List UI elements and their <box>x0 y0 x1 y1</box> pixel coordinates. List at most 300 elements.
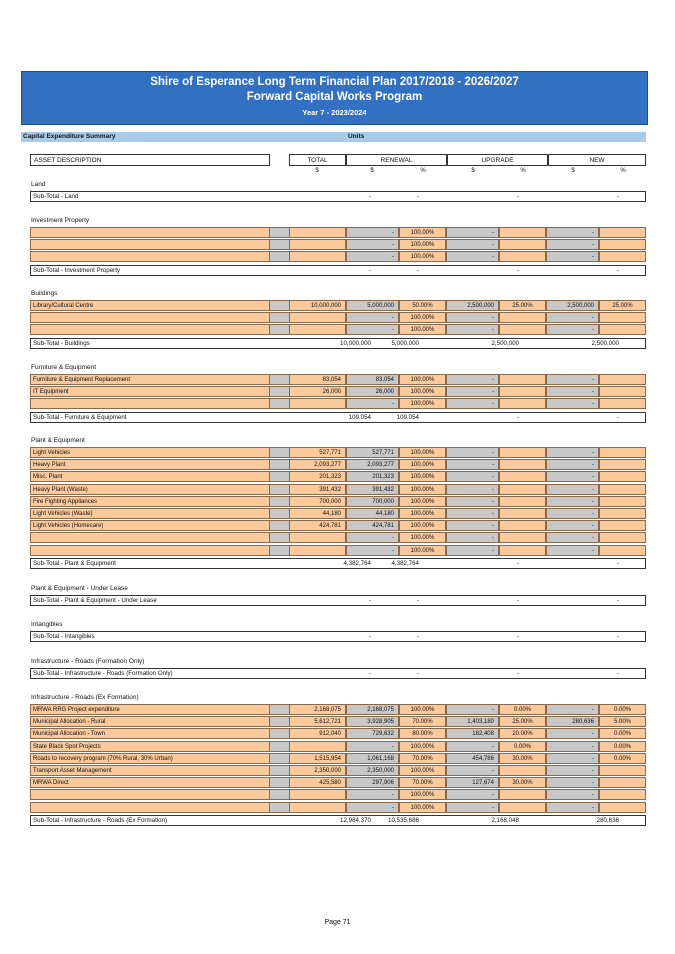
cell-ren: - <box>346 789 399 800</box>
cell-ren: - <box>346 251 399 262</box>
subtotal-upgrade: 2,168,048 <box>491 816 519 824</box>
row-spacer <box>270 471 289 482</box>
cell-new: - <box>546 520 599 531</box>
header-new: NEW <box>548 154 646 166</box>
subtotal-renewal: 5,000,000 <box>391 339 419 347</box>
cell-newp: 0.00% <box>599 741 646 752</box>
subtotal-new: - <box>616 193 619 200</box>
section-title: Plant & Equipment <box>31 437 85 444</box>
row-spacer <box>270 777 289 788</box>
cell-desc: MRWA Direct <box>30 777 270 788</box>
subtotal-upgrade: - <box>516 670 519 677</box>
cell-total: 201,323 <box>289 471 346 482</box>
row-spacer <box>270 398 289 409</box>
cell-newp <box>599 496 646 507</box>
cell-newp: 0.00% <box>599 704 646 715</box>
cell-new: - <box>546 484 599 495</box>
cell-upg: - <box>446 802 499 813</box>
cell-renp: 100.00% <box>399 704 446 715</box>
cell-desc: Heavy Plant <box>30 459 270 470</box>
cell-newp <box>599 520 646 531</box>
cell-desc <box>30 789 270 800</box>
subtotal-upgrade: - <box>516 413 519 421</box>
subtotal-row <box>30 412 646 423</box>
header-upgrade: UPGRADE <box>447 154 548 166</box>
subtotal-total: - <box>368 597 371 604</box>
cell-renp: 80.00% <box>399 728 446 739</box>
cell-newp <box>599 765 646 776</box>
cell-upgp: 25.00% <box>499 300 546 311</box>
row-spacer <box>270 765 289 776</box>
row-spacer <box>270 496 289 507</box>
cell-newp <box>599 324 646 335</box>
summary-bar <box>21 132 646 142</box>
cell-upgp <box>499 447 546 458</box>
cell-desc: Light Vehicles (Homecare) <box>30 520 270 531</box>
cell-newp: 0.00% <box>599 753 646 764</box>
cell-desc: State Black Spot Projects <box>30 741 270 752</box>
cell-renp: 100.00% <box>399 545 446 556</box>
cell-ren: 2,350,000 <box>346 765 399 776</box>
subtotal-total: - <box>368 193 371 200</box>
cell-total: 44,180 <box>289 508 346 519</box>
subtotal-label: Sub-Total - Buildings <box>33 339 90 347</box>
subtotal-label: Sub-Total - Furniture & Equipment <box>33 413 127 421</box>
cell-renp: 100.00% <box>399 447 446 458</box>
cell-newp: 0.00% <box>599 728 646 739</box>
cell-new: - <box>546 447 599 458</box>
cell-ren: 26,000 <box>346 386 399 397</box>
cell-desc <box>30 398 270 409</box>
cell-newp <box>599 484 646 495</box>
subtotal-label: Sub-Total - Investment Property <box>33 266 121 274</box>
cell-new: - <box>546 312 599 323</box>
cell-new: - <box>546 508 599 519</box>
row-spacer <box>270 802 289 813</box>
header-renewal: RENEWAL <box>346 154 447 166</box>
subtotal-total: - <box>368 633 371 640</box>
cell-ren: 3,928,905 <box>346 716 399 727</box>
cell-newp <box>599 508 646 519</box>
subtotal-row <box>30 191 646 202</box>
cell-renp: 100.00% <box>399 802 446 813</box>
cell-upgp: 0.00% <box>499 704 546 715</box>
cell-renp: 100.00% <box>399 239 446 250</box>
cell-new: - <box>546 324 599 335</box>
cell-total: 2,168,075 <box>289 704 346 715</box>
cell-total <box>289 802 346 813</box>
subtotal-renewal: 10,535,686 <box>388 816 419 824</box>
cell-ren: - <box>346 398 399 409</box>
cell-upgp <box>499 324 546 335</box>
cell-newp: 25.00% <box>599 300 646 311</box>
cell-desc: Light Vehicles <box>30 447 270 458</box>
row-spacer <box>270 227 289 238</box>
cell-new: - <box>546 398 599 409</box>
subtotal-new: 2,500,000 <box>591 339 619 347</box>
cell-renp: 100.00% <box>399 398 446 409</box>
cell-upg: - <box>446 741 499 752</box>
cell-upg: 2,500,000 <box>446 300 499 311</box>
cell-upg: - <box>446 520 499 531</box>
cell-newp <box>599 398 646 409</box>
cell-new: 280,636 <box>546 716 599 727</box>
row-spacer <box>270 741 289 752</box>
header-asset-description: ASSET DESCRIPTION <box>30 154 270 166</box>
subtotal-upgrade: - <box>516 633 519 640</box>
cell-renp: 70.00% <box>399 753 446 764</box>
cell-renp: 100.00% <box>399 484 446 495</box>
cell-total <box>289 545 346 556</box>
units-label: Units <box>348 133 365 140</box>
cell-ren: 729,632 <box>346 728 399 739</box>
row-spacer <box>270 239 289 250</box>
cell-newp <box>599 545 646 556</box>
cell-upgp <box>499 386 546 397</box>
report-title-banner <box>21 71 648 125</box>
header-renewal-unit: $ <box>370 168 374 174</box>
subtotal-new: - <box>616 633 619 640</box>
cell-ren: - <box>346 227 399 238</box>
row-spacer <box>270 300 289 311</box>
cell-ren: 201,323 <box>346 471 399 482</box>
cell-total: 5,612,721 <box>289 716 346 727</box>
cell-ren: 391,432 <box>346 484 399 495</box>
cell-upg: 454,786 <box>446 753 499 764</box>
cell-newp <box>599 802 646 813</box>
cell-upg: - <box>446 251 499 262</box>
cell-desc <box>30 545 270 556</box>
cell-upg: - <box>446 484 499 495</box>
cell-total: 424,781 <box>289 520 346 531</box>
report-subtitle: Forward Capital Works Program <box>246 91 423 103</box>
cell-upgp <box>499 251 546 262</box>
cell-desc <box>30 532 270 543</box>
cell-newp <box>599 386 646 397</box>
column-header <box>0 154 675 179</box>
row-spacer <box>270 447 289 458</box>
cell-new: - <box>546 789 599 800</box>
cell-upg: - <box>446 374 499 385</box>
cell-desc: Light Vehicles (Waste) <box>30 508 270 519</box>
subtotal-renewal: 4,382,764 <box>391 559 419 567</box>
subtotal-new: - <box>616 266 619 274</box>
cell-new: - <box>546 753 599 764</box>
subtotal-total: 10,000,000 <box>340 339 371 347</box>
cell-ren: - <box>346 741 399 752</box>
subtotal-new: - <box>616 597 619 604</box>
cell-newp <box>599 471 646 482</box>
cell-upg: - <box>446 324 499 335</box>
cell-newp <box>599 789 646 800</box>
cell-ren: 700,000 <box>346 496 399 507</box>
row-spacer <box>270 704 289 715</box>
subtotal-row <box>30 595 646 606</box>
cell-total: 1,515,954 <box>289 753 346 764</box>
row-spacer <box>270 545 289 556</box>
cell-newp <box>599 312 646 323</box>
row-spacer <box>270 312 289 323</box>
subtotal-total: 109,054 <box>348 413 371 421</box>
cell-new: - <box>546 765 599 776</box>
cell-ren: 2,168,075 <box>346 704 399 715</box>
cell-renp: 100.00% <box>399 459 446 470</box>
cell-new: - <box>546 802 599 813</box>
subtotal-label: Sub-Total - Land <box>33 193 79 200</box>
section-title: Furniture & Equipment <box>31 364 97 371</box>
cell-total <box>289 741 346 752</box>
header-new-percent: % <box>620 168 626 174</box>
subtotal-renewal: - <box>416 670 419 677</box>
cell-upgp: 30.00% <box>499 753 546 764</box>
cell-upg: - <box>446 545 499 556</box>
row-spacer <box>270 374 289 385</box>
cell-upgp <box>499 508 546 519</box>
section-title: Investment Property <box>31 217 90 224</box>
cell-upgp <box>499 239 546 250</box>
cell-upg: - <box>446 496 499 507</box>
section-title: Intangibles <box>31 621 63 628</box>
subtotal-label: Sub-Total - Infrastructure - Roads (Ex Formation) <box>33 816 168 824</box>
cell-new: - <box>546 227 599 238</box>
cell-renp: 100.00% <box>399 789 446 800</box>
subtotal-renewal: - <box>416 193 419 200</box>
row-spacer <box>270 753 289 764</box>
cell-ren: 297,906 <box>346 777 399 788</box>
subtotal-total: 12,984,370 <box>340 816 371 824</box>
cell-upg: - <box>446 508 499 519</box>
cell-newp <box>599 374 646 385</box>
subtotal-row <box>30 265 646 276</box>
subtotal-row <box>30 668 646 679</box>
cell-upg: - <box>446 789 499 800</box>
cell-upg: - <box>446 398 499 409</box>
cell-renp: 100.00% <box>399 324 446 335</box>
cell-desc: Heavy Plant (Waste) <box>30 484 270 495</box>
subtotal-row <box>30 558 646 569</box>
cell-upg: - <box>446 765 499 776</box>
section-title: Land <box>31 181 46 188</box>
cell-total: 700,000 <box>289 496 346 507</box>
cell-upg: 127,674 <box>446 777 499 788</box>
cell-upgp <box>499 484 546 495</box>
cell-renp: 100.00% <box>399 496 446 507</box>
cell-newp: 5.00% <box>599 716 646 727</box>
cell-renp: 100.00% <box>399 312 446 323</box>
cell-upg: - <box>446 239 499 250</box>
cell-upgp <box>499 545 546 556</box>
cell-new: - <box>546 728 599 739</box>
cell-new: - <box>546 374 599 385</box>
cell-new: - <box>546 496 599 507</box>
cell-upg: 1,403,180 <box>446 716 499 727</box>
cell-new: - <box>546 532 599 543</box>
header-upgrade-unit: $ <box>471 168 475 174</box>
cell-total <box>289 312 346 323</box>
cell-desc: IT Equipment <box>30 386 270 397</box>
cell-renp: 100.00% <box>399 508 446 519</box>
row-spacer <box>270 251 289 262</box>
cell-total <box>289 398 346 409</box>
cell-upgp <box>499 398 546 409</box>
cell-desc: Misc. Plant <box>30 471 270 482</box>
cell-upgp: 0.00% <box>499 741 546 752</box>
cell-upg: 182,408 <box>446 728 499 739</box>
summary-label: Capital Expenditure Summary <box>23 133 116 140</box>
cell-ren: 83,054 <box>346 374 399 385</box>
subtotal-new: - <box>616 670 619 677</box>
subtotal-label: Sub-Total - Intangibles <box>33 633 95 640</box>
cell-desc: MRWA RRG Project expenditure <box>30 704 270 715</box>
cell-desc: Library/Cultural Centre <box>30 300 270 311</box>
cell-ren: - <box>346 312 399 323</box>
cell-newp <box>599 239 646 250</box>
cell-upgp: 30.00% <box>499 777 546 788</box>
cell-desc: Municipal Allocation - Rural <box>30 716 270 727</box>
subtotal-new: 280,636 <box>596 816 619 824</box>
subtotal-row <box>30 815 646 826</box>
row-spacer <box>270 716 289 727</box>
cell-renp: 100.00% <box>399 741 446 752</box>
cell-total <box>289 251 346 262</box>
header-total: TOTAL <box>289 154 346 166</box>
cell-upgp <box>499 459 546 470</box>
cell-renp: 100.00% <box>399 386 446 397</box>
subtotal-label: Sub-Total - Infrastructure - Roads (Formation Only) <box>33 670 173 677</box>
cell-upgp: 25.00% <box>499 716 546 727</box>
cell-ren: 1,061,168 <box>346 753 399 764</box>
cell-upgp <box>499 471 546 482</box>
subtotal-row <box>30 631 646 642</box>
cell-total: 2,350,000 <box>289 765 346 776</box>
cell-upg: - <box>446 704 499 715</box>
cell-newp <box>599 227 646 238</box>
cell-desc: Municipal Allocation - Town <box>30 728 270 739</box>
row-spacer <box>270 728 289 739</box>
cell-upgp: 20.00% <box>499 728 546 739</box>
cell-total: 10,000,000 <box>289 300 346 311</box>
cell-new: - <box>546 471 599 482</box>
cell-upg: - <box>446 447 499 458</box>
cell-ren: 527,771 <box>346 447 399 458</box>
cell-ren: 5,000,000 <box>346 300 399 311</box>
cell-renp: 100.00% <box>399 374 446 385</box>
cell-desc <box>30 239 270 250</box>
row-spacer <box>270 789 289 800</box>
cell-upgp <box>499 312 546 323</box>
subtotal-total: - <box>368 266 371 274</box>
cell-new: - <box>546 704 599 715</box>
subtotal-upgrade: - <box>516 559 519 567</box>
cell-ren: - <box>346 802 399 813</box>
cell-upg: - <box>446 227 499 238</box>
subtotal-renewal: - <box>416 266 419 274</box>
subtotal-renewal: - <box>416 597 419 604</box>
cell-newp <box>599 459 646 470</box>
cell-renp: 70.00% <box>399 777 446 788</box>
subtotal-new: - <box>616 413 619 421</box>
cell-desc: Transport Asset Management <box>30 765 270 776</box>
cell-renp: 70.00% <box>399 716 446 727</box>
header-renewal-percent: % <box>420 168 426 174</box>
cell-total: 912,040 <box>289 728 346 739</box>
cell-upg: - <box>446 386 499 397</box>
cell-renp: 100.00% <box>399 471 446 482</box>
cell-total: 26,000 <box>289 386 346 397</box>
cell-desc: Roads to recovery program (70% Rural, 30% Urban) <box>30 753 270 764</box>
cell-renp: 100.00% <box>399 532 446 543</box>
cell-renp: 100.00% <box>399 227 446 238</box>
subtotal-total: - <box>368 670 371 677</box>
header-total-unit: $ <box>315 168 319 174</box>
cell-ren: - <box>346 324 399 335</box>
cell-upgp <box>499 520 546 531</box>
cell-upg: - <box>446 471 499 482</box>
cell-desc <box>30 802 270 813</box>
cell-newp <box>599 777 646 788</box>
section-title: Infrastructure - Roads (Ex Formation) <box>31 694 139 701</box>
cell-desc: Furniture & Equipment Replacement <box>30 374 270 385</box>
cell-new: 2,500,000 <box>546 300 599 311</box>
cell-ren: 2,093,277 <box>346 459 399 470</box>
cell-ren: - <box>346 532 399 543</box>
header-upgrade-percent: % <box>520 168 526 174</box>
cell-new: - <box>546 741 599 752</box>
cell-ren: - <box>346 239 399 250</box>
cell-ren: 424,781 <box>346 520 399 531</box>
subtotal-renewal: - <box>416 633 419 640</box>
subtotal-row <box>30 338 646 349</box>
cell-upgp <box>499 802 546 813</box>
cell-total: 83,054 <box>289 374 346 385</box>
cell-total: 527,771 <box>289 447 346 458</box>
subtotal-upgrade: 2,500,000 <box>491 339 519 347</box>
cell-total: 425,580 <box>289 777 346 788</box>
cell-renp: 100.00% <box>399 765 446 776</box>
cell-desc <box>30 324 270 335</box>
row-spacer <box>270 508 289 519</box>
subtotal-new: - <box>616 559 619 567</box>
page-number: Page 71 <box>324 919 351 926</box>
cell-newp <box>599 447 646 458</box>
cell-desc <box>30 251 270 262</box>
cell-total: 2,093,277 <box>289 459 346 470</box>
cell-total <box>289 239 346 250</box>
cell-new: - <box>546 251 599 262</box>
cell-renp: 50.00% <box>399 300 446 311</box>
subtotal-upgrade: - <box>516 193 519 200</box>
cell-new: - <box>546 777 599 788</box>
subtotal-label: Sub-Total - Plant & Equipment <box>33 559 116 567</box>
cell-new: - <box>546 239 599 250</box>
cell-total <box>289 324 346 335</box>
cell-ren: 44,180 <box>346 508 399 519</box>
section-title: Infrastructure - Roads (Formation Only) <box>31 658 145 665</box>
cell-upg: - <box>446 532 499 543</box>
cell-newp <box>599 532 646 543</box>
cell-new: - <box>546 459 599 470</box>
cell-upgp <box>499 374 546 385</box>
cell-renp: 100.00% <box>399 251 446 262</box>
section-title: Plant & Equipment - Under Lease <box>31 585 128 592</box>
subtotal-total: 4,382,764 <box>343 559 371 567</box>
row-spacer <box>270 520 289 531</box>
cell-upgp <box>499 532 546 543</box>
cell-desc: Fire Fighting Appliances <box>30 496 270 507</box>
cell-upg: - <box>446 459 499 470</box>
subtotal-upgrade: - <box>516 597 519 604</box>
row-spacer <box>270 386 289 397</box>
